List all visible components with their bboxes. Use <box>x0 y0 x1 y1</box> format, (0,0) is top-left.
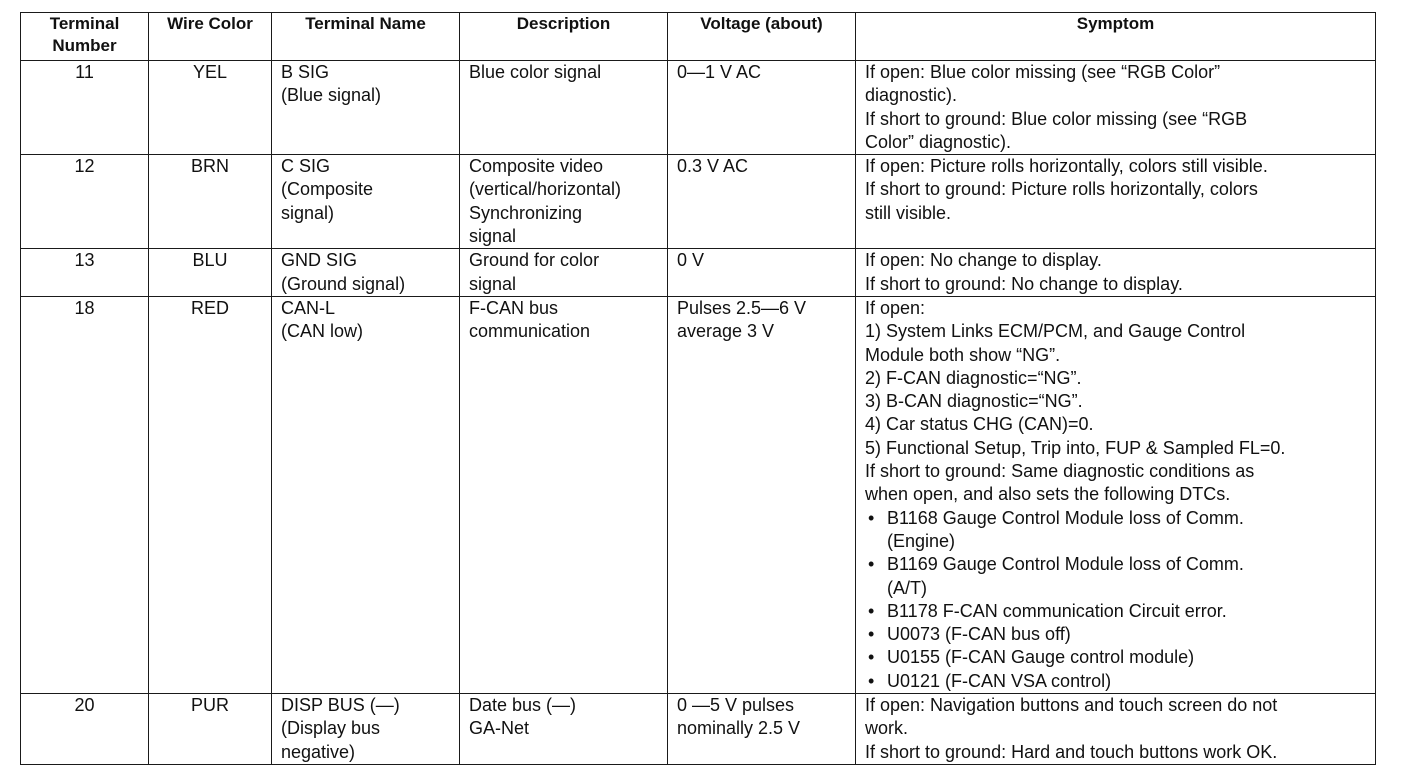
terminal-name-cell-line: (Composite <box>281 179 374 200</box>
wire-color-cell: BRN <box>149 155 272 249</box>
dtc-list-item <box>865 670 1372 693</box>
table-row <box>21 61 1376 155</box>
voltage-cell-line: Pulses 2.5—6 V <box>677 297 807 318</box>
terminal-number-cell: 11 <box>21 61 149 155</box>
dtc-text: U0121 (F-CAN VSA control) <box>887 670 1112 691</box>
terminal-name-cell-line: (Display bus <box>281 718 381 739</box>
symptom-cell <box>856 61 1376 155</box>
bullet-icon: • <box>868 507 875 528</box>
wire-color-cell: RED <box>149 296 272 693</box>
dtc-list-item <box>865 507 1372 530</box>
terminal-table <box>20 12 1376 765</box>
symptom-cell-line: If short to ground: Same diagnostic conditions as <box>865 461 1255 482</box>
dtc-text: U0155 (F-CAN Gauge control module) <box>887 647 1195 668</box>
terminal-name-cell-line: CAN-L <box>281 297 336 318</box>
header-terminal-name: Terminal Name <box>272 13 460 61</box>
symptom-cell-line: when open, and also sets the following DTCs. <box>865 484 1231 505</box>
symptom-cell-line: If open: <box>865 297 926 318</box>
dtc-list-item <box>865 646 1372 669</box>
terminal-name-cell <box>272 61 460 155</box>
terminal-number-cell: 18 <box>21 296 149 693</box>
symptom-cell <box>856 296 1376 693</box>
header-row <box>21 13 1376 61</box>
description-cell-line: Synchronizing <box>469 202 583 223</box>
symptom-cell-line: Color” diagnostic). <box>865 131 1012 152</box>
terminal-name-cell-line: signal) <box>281 202 335 223</box>
description-cell-line: signal <box>469 273 517 294</box>
dtc-text: B1178 F-CAN communication Circuit error. <box>887 600 1227 621</box>
symptom-cell-line: 1) System Links ECM/PCM, and Gauge Control <box>865 321 1246 342</box>
terminal-name-cell-line: negative) <box>281 741 356 762</box>
header-description: Description <box>460 13 668 61</box>
header-wire-color: Wire Color <box>149 13 272 61</box>
description-cell <box>460 155 668 249</box>
symptom-cell-line: Module both show “NG”. <box>865 344 1061 365</box>
voltage-cell-line: 0 V <box>677 250 705 271</box>
description-cell <box>460 249 668 297</box>
terminal-name-cell-line: C SIG <box>281 156 331 177</box>
description-cell <box>460 296 668 693</box>
symptom-cell-line: If open: Navigation buttons and touch screen do not <box>865 695 1278 716</box>
bullet-icon: • <box>868 624 875 645</box>
dtc-text: B1169 Gauge Control Module loss of Comm. <box>887 554 1244 575</box>
symptom-cell <box>856 694 1376 765</box>
symptom-cell-line: If open: Blue color missing (see “RGB Color” <box>865 62 1221 82</box>
description-cell-line: Blue color signal <box>469 62 602 82</box>
voltage-cell <box>668 694 856 765</box>
wire-color-cell: PUR <box>149 694 272 765</box>
description-cell-line: (vertical/horizontal) <box>469 179 622 200</box>
terminal-name-cell-line: GND SIG <box>281 250 358 271</box>
voltage-cell <box>668 61 856 155</box>
terminal-name-cell-line: B SIG <box>281 62 330 82</box>
symptom-cell-line: If open: Picture rolls horizontally, colors still visible. <box>865 156 1268 177</box>
bullet-icon: • <box>868 647 875 668</box>
dtc-text: U0073 (F-CAN bus off) <box>887 624 1071 645</box>
symptom-cell-line: 4) Car status CHG (CAN)=0. <box>865 414 1094 435</box>
dtc-text-continued: (A/T) <box>887 577 927 598</box>
voltage-cell-line: 0.3 V AC <box>677 156 749 177</box>
description-cell <box>460 61 668 155</box>
header-terminal-number: Terminal Number <box>21 13 149 61</box>
bullet-icon: • <box>868 600 875 621</box>
dtc-text: B1168 Gauge Control Module loss of Comm. <box>887 507 1244 528</box>
dtc-list-item <box>865 553 1372 576</box>
description-cell-line: signal <box>469 226 517 247</box>
symptom-cell-line: 3) B-CAN diagnostic=“NG”. <box>865 391 1083 412</box>
terminal-name-cell-line: (Blue signal) <box>281 85 382 106</box>
terminal-name-cell <box>272 249 460 297</box>
bullet-icon: • <box>868 670 875 691</box>
terminal-name-cell <box>272 694 460 765</box>
description-cell-line: GA-Net <box>469 718 530 739</box>
header-voltage: Voltage (about) <box>668 13 856 61</box>
symptom-cell-line: If short to ground: Blue color missing (see “RGB <box>865 108 1248 129</box>
symptom-cell-line: work. <box>865 718 909 739</box>
description-cell <box>460 694 668 765</box>
bullet-icon: • <box>868 554 875 575</box>
description-cell-line: F-CAN bus <box>469 297 559 318</box>
terminal-name-cell-line: (Ground signal) <box>281 273 406 294</box>
terminal-number-cell: 12 <box>21 155 149 249</box>
voltage-cell <box>668 296 856 693</box>
dtc-list-item <box>865 623 1372 646</box>
symptom-cell-line: If short to ground: No change to display. <box>865 273 1183 294</box>
terminal-number-cell: 13 <box>21 249 149 297</box>
table-row <box>21 296 1376 693</box>
table-row <box>21 249 1376 297</box>
symptom-cell-line: 2) F-CAN diagnostic=“NG”. <box>865 367 1082 388</box>
symptom-cell <box>856 155 1376 249</box>
table-row <box>21 694 1376 765</box>
terminal-number-cell: 20 <box>21 694 149 765</box>
terminal-name-cell <box>272 155 460 249</box>
dtc-text-continued: (Engine) <box>887 530 956 551</box>
symptom-cell-line: 5) Functional Setup, Trip into, FUP & Sampled FL=0. <box>865 437 1286 458</box>
description-cell-line: Composite video <box>469 156 604 177</box>
symptom-cell-line: If short to ground: Picture rolls horizontally, colors <box>865 179 1258 200</box>
terminal-name-cell-line: DISP BUS (—) <box>281 695 400 716</box>
voltage-cell <box>668 155 856 249</box>
voltage-cell-line: nominally 2.5 V <box>677 718 801 739</box>
description-cell-line: communication <box>469 321 591 342</box>
wire-color-cell: YEL <box>149 61 272 155</box>
voltage-cell-line: 0—1 V AC <box>677 62 762 82</box>
description-cell-line: Date bus (—) <box>469 695 577 716</box>
voltage-cell-line: average 3 V <box>677 321 775 342</box>
symptom-cell-line: If short to ground: Hard and touch buttons work OK. <box>865 741 1278 762</box>
symptom-cell <box>856 249 1376 297</box>
table-body <box>21 61 1376 765</box>
voltage-cell <box>668 249 856 297</box>
wire-color-cell: BLU <box>149 249 272 297</box>
terminal-name-cell <box>272 296 460 693</box>
header-symptom: Symptom <box>856 13 1376 61</box>
dtc-list-item <box>865 600 1372 623</box>
terminal-name-cell-line: (CAN low) <box>281 321 364 342</box>
description-cell-line: Ground for color <box>469 250 600 271</box>
symptom-cell-line: still visible. <box>865 202 952 223</box>
symptom-cell-line: If open: No change to display. <box>865 250 1102 271</box>
symptom-cell-line: diagnostic). <box>865 85 958 106</box>
voltage-cell-line: 0 —5 V pulses <box>677 695 795 716</box>
table-row <box>21 155 1376 249</box>
